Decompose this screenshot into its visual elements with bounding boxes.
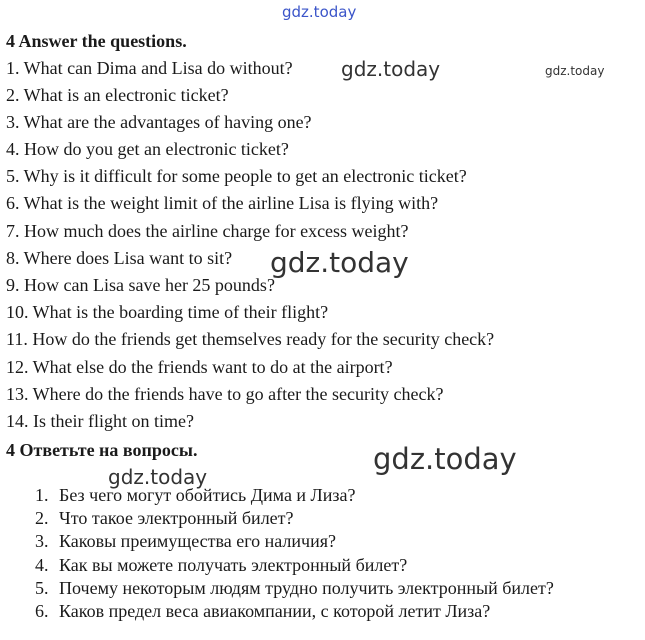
watermark-right: gdz.today — [545, 64, 605, 78]
russian-question-text: Каковы преимущества его наличия? — [59, 531, 337, 552]
question-9: 9. How can Lisa save her 25 pounds? — [6, 275, 275, 295]
russian-question-1 — [35, 485, 554, 508]
russian-question-6 — [35, 601, 554, 624]
russian-question-number: 2. — [35, 508, 49, 529]
question-6: 6. What is the weight limit of the airline Lisa is flying with? — [6, 193, 439, 213]
question-7: 7. How much does the airline charge for excess weight? — [6, 221, 409, 241]
russian-question-text: Каков предел веса авиакомпании, с которой летит Лиза? — [59, 600, 491, 621]
russian-question-2 — [35, 508, 554, 531]
question-2: 2. What is an electronic ticket? — [6, 85, 229, 105]
watermark-russian: gdz.today — [108, 465, 208, 489]
question-8: 8. Where does Lisa want to sit? — [6, 248, 233, 268]
russian-question-number: 6. — [35, 600, 49, 621]
watermark-large: gdz.today — [373, 442, 517, 476]
russian-question-5 — [35, 578, 554, 601]
question-3: 3. What are the advantages of having one? — [6, 112, 312, 132]
russian-question-text: Без чего могут обойтись Дима и Лиза? — [59, 485, 356, 505]
russian-question-4 — [35, 555, 554, 578]
question-1: 1. What can Dima and Lisa do without? — [6, 58, 293, 78]
russian-question-number: 5. — [35, 577, 49, 598]
russian-question-3 — [35, 531, 554, 554]
russian-question-number: 4. — [35, 554, 49, 575]
question-4: 4. How do you get an electronic ticket? — [6, 139, 289, 159]
russian-question-text: Как вы можете получать электронный билет? — [59, 554, 408, 575]
question-5: 5. Why is it difficult for some people to get an electronic ticket? — [6, 166, 467, 186]
russian-question-text: Почему некоторым людям трудно получить электронный билет? — [59, 577, 554, 598]
question-12: 12. What else do the friends want to do at the airport? — [6, 357, 393, 377]
watermark-line8: gdz.today — [270, 246, 409, 279]
watermark-line1: gdz.today — [341, 57, 441, 81]
russian-question-number: 1. — [35, 485, 49, 505]
question-13: 13. Where do the friends have to go after the security check? — [6, 384, 444, 404]
russian-heading: 4 Ответьте на вопросы. — [6, 440, 198, 460]
question-11: 11. How do the friends get themselves ready for the security check? — [6, 329, 495, 349]
watermark-top: gdz.today — [282, 3, 357, 21]
russian-question-list — [35, 485, 554, 624]
russian-question-text: Что такое электронный билет? — [59, 508, 294, 529]
question-14: 14. Is their flight on time? — [6, 411, 194, 431]
russian-question-number: 3. — [35, 531, 49, 552]
english-heading: 4 Answer the questions. — [6, 31, 187, 51]
question-10: 10. What is the boarding time of their flight? — [6, 302, 329, 322]
